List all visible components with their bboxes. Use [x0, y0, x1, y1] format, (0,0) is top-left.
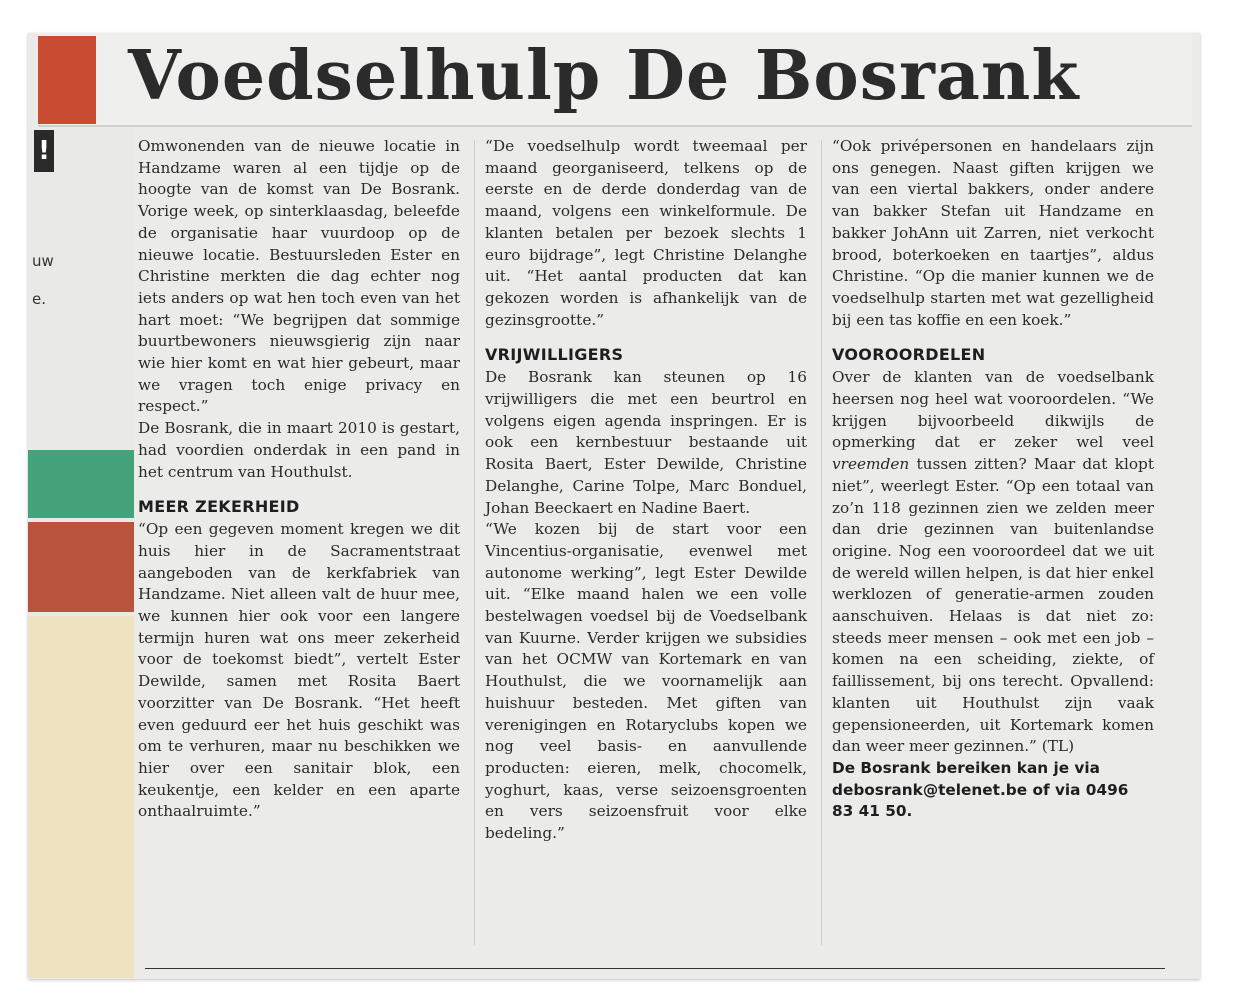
paragraph: Omwonenden van de nieuwe locatie in Handzame waren al een tijdje op de hoogte van de komst van De Bosrank. Vorige week, op sinterklaasdag, beleefde de organisatie haar vuurdoop op de nieuwe locatie. Bestuursleden Ester en Christine merkten die dag echter nog iets anders op wat hen toch even van het hart moet: “We begrijpen dat sommige buurtbewoners nieuwsgierig zijn naar wie hier komt en wat hier gebeurt, maar we vragen toch enige privacy en respect.” — [138, 137, 460, 416]
paragraph: “De voedselhulp wordt tweemaal per maand georganiseerd, telkens op de eerste en de derde donderdag van de maand, volgens een winkelformule. De klanten betalen per bezoek slechts 1 euro bijdrage”, legt Christine Delanghe uit. “Het aantal producten dat kan gekozen worden is afhankelijk van de gezinsgrootte.” — [485, 137, 807, 329]
cut-off-text-fragment: uw — [32, 252, 54, 270]
red-color-block — [28, 522, 134, 612]
article-column-2 — [485, 136, 807, 845]
headline: Voedselhulp De Bosrank — [128, 36, 1080, 116]
paragraph — [832, 367, 1154, 758]
paragraph: “Ook privépersonen en handelaars zijn ons genegen. Naast giften krijgen we van een viertal bakkers, onder andere van bakker Stefan uit Handzame en bakker JohAnn uit Zarren, niet verkocht brood, boterkoeken en taartjes”, aldus Christine. “Op die manier kunnen we de voedselhulp starten met wat gezelligheid bij een tas koffie en een koek.” — [832, 137, 1154, 329]
red-section-flag — [38, 36, 96, 124]
text-run: Over de klanten van de voedselbank heersen nog heel wat vooroordelen. “We krijgen bijvoorbeeld dikwijls de opmerking dat er zeker wel veel — [832, 368, 1154, 452]
green-color-block — [28, 450, 134, 518]
article-column-1 — [138, 136, 460, 823]
exclamation-mark-tab: ! — [34, 130, 54, 172]
paragraph: “Op een gegeven moment kregen we dit huis hier in de Sacramentstraat aangeboden van de kerkfabriek van Handzame. Niet alleen valt de huur mee, we kunnen hier ook voor een langere termijn huren wat ons meer zekerheid voor de toekomst biedt”, vertelt Ester Dewilde, samen met Rosita Baert voorzitter van De Bosrank. “Het heeft even geduurd eer het huis geschikt was om te verhuren, maar nu beschikken we hier over een sanitair blok, een keukentje, een kelder en een aparte onthaalruimte.” — [138, 520, 460, 821]
subheading-vrijwilligers: VRIJWILLIGERS — [485, 345, 624, 365]
beige-color-block — [28, 616, 134, 978]
column-divider — [821, 140, 822, 945]
paragraph: De Bosrank, die in maart 2010 is gestart, had voordien onderdak in een pand in het centrum van Houthulst. — [138, 419, 460, 481]
paragraph: “We kozen bij de start voor een Vincentius-organisatie, evenwel met autonome werking”, legt Ester Dewilde uit. “Elke maand halen we een volle bestelwagen voedsel bij de Voedselbank van Kuurne. Verder krijgen we subsidies van het OCMW van Kortemark en van Houthulst, die we voornamelijk aan huishuur besteden. Met giften van verenigingen en Rotaryclubs kopen we nog veel basis- en aanvullende producten: eieren, melk, chocomelk, yoghurt, kaas, verse seizoensgroenten en vers seizoensfruit voor elke bedeling.” — [485, 520, 807, 843]
contact-info: De Bosrank bereiken kan je via debosrank@telenet.be of via 0496 83 41 50. — [832, 758, 1129, 821]
emphasized-word: vreemden — [832, 455, 910, 474]
bottom-rule — [145, 968, 1165, 969]
text-run: tussen zitten? Maar dat klopt niet”, weerlegt Ester. “Op een totaal van zo’n 118 gezinnen zien we zelden meer dan drie gezinnen van buitenlandse origine. Nog een vooroordeel dat we uit de wereld willen helpen, is dat hier enkel werklozen of generatie-armen zouden aanschuiven. Helaas is dat niet zo: steeds meer mensen – ook met een job – komen na een scheiding, ziekte, of faillissement, bij ons terecht. Opvallend: klanten uit Houthulst zijn vaak gepensioneerden, uit Kortemark komen dan weer meer gezinnen.” (TL) — [832, 455, 1154, 756]
subheading-meer-zekerheid: MEER ZEKERHEID — [138, 497, 300, 517]
cut-off-text-fragment: e. — [32, 290, 46, 308]
paragraph: De Bosrank kan steunen op 16 vrijwilligers die met een beurtrol en volgens eigen agenda inspringen. Er is ook een kernbestuur bestaande uit Rosita Baert, Ester Dewilde, Christine Delanghe, Carine Tolpe, Marc Bonduel, Johan Beeckaert en Nadine Baert. — [485, 368, 807, 517]
subheading-vooroordelen: VOOROORDELEN — [832, 345, 986, 365]
article-column-3 — [832, 136, 1154, 823]
adjacent-article-edge — [28, 128, 134, 978]
column-divider — [474, 140, 475, 945]
